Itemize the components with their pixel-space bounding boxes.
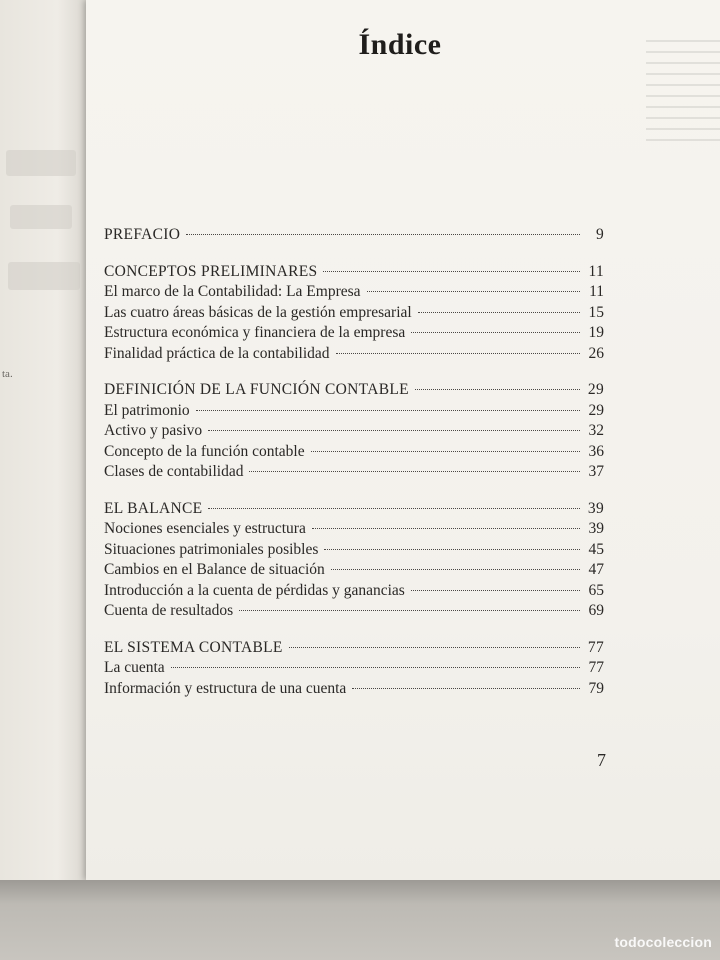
left-margin-fragment: ta.: [2, 368, 13, 380]
toc-entry-title: Finalidad práctica de la contabilidad: [104, 344, 330, 362]
toc-chapter-entry: [104, 381, 604, 402]
toc-entry: [104, 443, 604, 464]
toc-page-number: 32: [588, 422, 604, 439]
dot-leader: [415, 389, 580, 390]
section-gap: [104, 365, 604, 381]
dot-leader: [171, 667, 580, 668]
toc-entry-title: CONCEPTOS PRELIMINARES: [104, 262, 318, 280]
toc-entry: [104, 520, 604, 541]
toc-entry-title: Cuenta de resultados: [104, 602, 234, 619]
toc-page-number: 11: [589, 283, 604, 300]
toc-entry-title: Estructura económica y financiera de la empresa: [104, 324, 406, 341]
toc-entry: [104, 304, 604, 325]
toc-page-number: 39: [587, 499, 604, 517]
toc-entry: [104, 680, 604, 701]
toc-entry-title: Cambios en el Balance de situación: [104, 561, 325, 578]
toc-entry-title: Información y estructura de una cuenta: [104, 679, 347, 697]
toc-page-number: 65: [588, 581, 604, 599]
dot-leader: [239, 610, 580, 611]
dot-leader: [311, 451, 580, 452]
dot-leader: [418, 312, 580, 313]
dot-leader: [323, 271, 580, 272]
toc-entry: [104, 602, 604, 623]
page-title: Índice: [358, 28, 442, 61]
toc-entry-title: Nociones esenciales y estructura: [104, 520, 306, 537]
toc-page-number: 39: [588, 520, 604, 537]
toc-entry-title: Concepto de la función contable: [104, 442, 305, 460]
toc-entry: [104, 345, 604, 366]
toc-entry: [104, 561, 604, 582]
toc-page-number: 77: [588, 659, 604, 676]
toc-entry-title: EL SISTEMA CONTABLE: [104, 638, 283, 656]
dot-leader: [249, 471, 580, 472]
dot-leader: [208, 430, 580, 431]
toc-page-number: 19: [588, 324, 604, 341]
toc-entry-title: El marco de la Contabilidad: La Empresa: [104, 283, 361, 300]
page-bottom-edge: [0, 880, 720, 960]
dot-leader: [367, 291, 580, 292]
toc-page-number: 45: [588, 540, 604, 558]
section-gap: [104, 247, 604, 263]
dot-leader: [336, 353, 580, 354]
toc-entry: [104, 422, 604, 443]
dot-leader: [324, 549, 580, 550]
toc-page-number: 29: [587, 381, 604, 398]
toc-page-number: 79: [588, 679, 604, 697]
dot-leader: [352, 688, 580, 689]
toc-entry: [104, 402, 604, 423]
toc-entry-title: EL BALANCE: [104, 499, 203, 517]
dot-leader: [312, 528, 580, 529]
table-of-contents: [104, 226, 604, 700]
toc-entry-title: Las cuatro áreas básicas de la gestión empresarial: [104, 303, 412, 321]
previous-page-edge: [0, 0, 96, 960]
toc-entry: [104, 324, 604, 345]
toc-chapter-entry: [104, 226, 604, 247]
toc-entry-title: El patrimonio: [104, 401, 190, 419]
toc-entry-title: PREFACIO: [104, 226, 181, 243]
dot-leader: [196, 410, 580, 411]
dot-leader: [289, 647, 580, 648]
toc-entry-title: Clases de contabilidad: [104, 463, 244, 480]
toc-page-number: 9: [595, 226, 604, 243]
toc-page-number: 69: [588, 602, 604, 619]
dot-leader: [411, 590, 580, 591]
dot-leader: [331, 569, 580, 570]
page-number: 7: [597, 750, 606, 770]
toc-entry-title: Situaciones patrimoniales posibles: [104, 540, 319, 558]
toc-entry-title: DEFINICIÓN DE LA FUNCIÓN CONTABLE: [104, 381, 409, 398]
section-gap: [104, 484, 604, 500]
toc-chapter-entry: [104, 639, 604, 660]
toc-entry-title: La cuenta: [104, 659, 165, 676]
toc-entry: [104, 283, 604, 304]
section-gap: [104, 623, 604, 639]
dot-leader: [411, 332, 580, 333]
toc-entry: [104, 541, 604, 562]
toc-page-number: 47: [588, 561, 604, 578]
toc-entry: [104, 659, 604, 680]
watermark: todocoleccion: [614, 934, 712, 950]
toc-page-number: 77: [587, 638, 604, 656]
toc-entry: [104, 463, 604, 484]
toc-page-number: 15: [588, 303, 604, 321]
dot-leader: [208, 508, 580, 509]
dot-leader: [186, 234, 580, 235]
toc-page-number: 36: [588, 442, 604, 460]
toc-page-number: 26: [588, 344, 604, 362]
toc-page-number: 29: [588, 401, 604, 419]
toc-chapter-entry: [104, 263, 604, 284]
toc-page-number: 37: [588, 463, 604, 480]
toc-entry: [104, 582, 604, 603]
toc-entry-title: Introducción a la cuenta de pérdidas y ganancias: [104, 581, 405, 599]
toc-entry-title: Activo y pasivo: [104, 422, 203, 439]
toc-chapter-entry: [104, 500, 604, 521]
toc-page-number: 11: [588, 262, 604, 280]
